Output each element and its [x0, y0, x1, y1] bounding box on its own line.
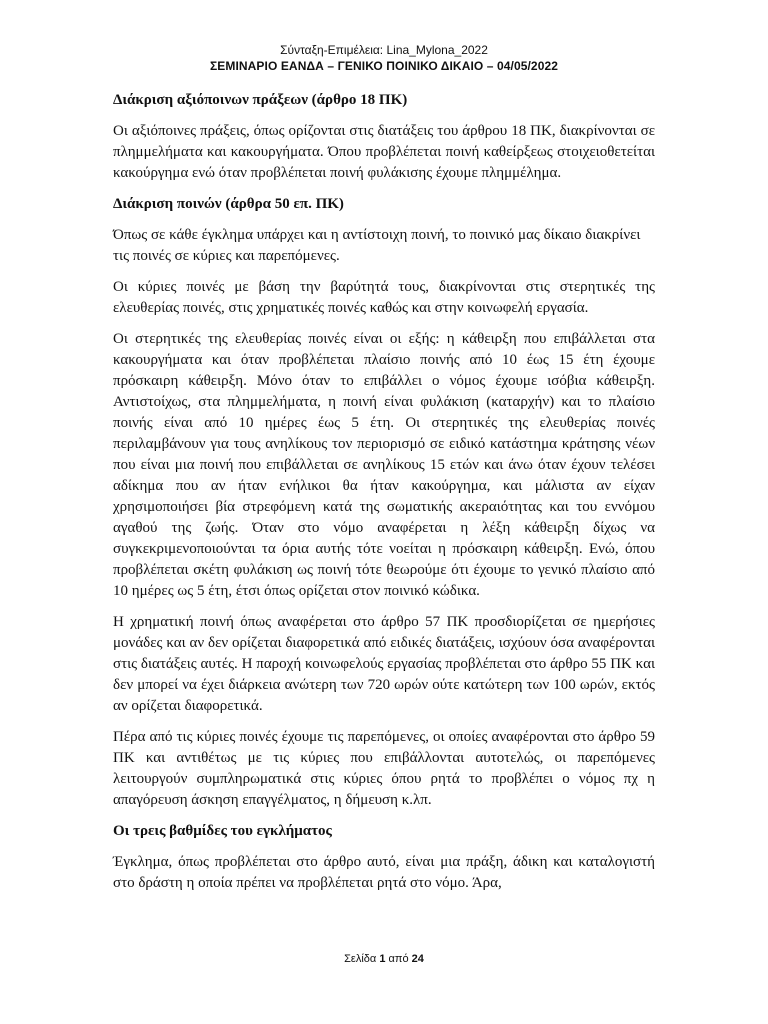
paragraph-main-penalties: Οι κύριες ποινές με βάση την βαρύτητά τους, διακρίνονται στις στερητικές της ελευθερίας ποινές, στις χρηματικές ποινές καθώς και στην κοινωφελή εργασία. — [113, 279, 655, 316]
footer-of-label: από — [388, 953, 409, 965]
document-body — [113, 90, 655, 894]
paragraph-penalties-intro: Όπως σε κάθε έγκλημα υπάρχει και η αντίστοιχη ποινή, το ποινικό μας δίκαιο διακρίνει τις ποινές σε κύριες και παρεπόμενες. — [113, 227, 641, 264]
page-header — [113, 42, 655, 74]
header-author: Σύνταξη-Επιμέλεια: Lina_Mylona_2022 — [280, 43, 488, 57]
footer-page-total: 24 — [411, 953, 424, 965]
paragraph-accessory-penalties: Πέρα από τις κύριες ποινές έχουμε τις παρεπόμενες, οι οποίες αναφέρονται στο άρθρο 59 ΠΚ και αντιθέτως με τις κύριες που επιβάλλονται αυτοτελώς, οι παρεπόμενες λειτουργούν συμπληρωματικά στις κύριες όπου ρητά το προβλέπει ο νόμος πχ η απαγόρευση άσκηση επαγγέλματος, η δήμευση κ.λπ. — [113, 729, 655, 808]
section-heading-penalties: Διάκριση ποινών (άρθρα 50 επ. ΠΚ) — [113, 196, 344, 212]
header-title: ΣΕΜΙΝΑΡΙΟ ΕΑΝΔΑ – ΓΕΝΙΚΟ ΠΟΙΝΙΚΟ ΔΙΚΑΙΟ – 04/05/2022 — [209, 59, 559, 73]
page-footer — [0, 952, 768, 966]
footer-page-number: 1 — [379, 953, 386, 965]
paragraph-crime-definition: Έγκλημα, όπως προβλέπεται στο άρθρο αυτό, είναι μια πράξη, άδικη και καταλογιστή στο δράστη η οποία πρέπει να προβλέπεται ρητά στο νόμο. Άρα, — [113, 854, 655, 891]
paragraph-offences: Οι αξιόποινες πράξεις, όπως ορίζονται στις διατάξεις του άρθρου 18 ΠΚ, διακρίνονται σε πλημμελήματα και κακουργήματα. Όπου προβλέπεται ποινή καθείρξεως στοιχειοθετείται κακούργημα ενώ όταν προβλέπεται ποινή φυλάκισης έχουμε πλημμέλημα. — [113, 123, 655, 181]
paragraph-fine-community-service: Η χρηματική ποινή όπως αναφέρεται στο άρθρο 57 ΠΚ προσδιορίζεται σε ημερήσιες μονάδες και αν δεν ορίζεται διαφορετικά από ειδικές διατάξεις, ισχύουν όσα αναφέρονται στις διατάξεις αυτές. Η παροχή κοινωφελούς εργασίας προβλέπεται στο άρθρο 55 ΠΚ και δεν μπορεί να έχει διάρκεια ανώτερη των 720 ωρών ούτε κατώτερη των 100 ωρών, εκτός αν ορίζεται διαφορετικά. — [113, 614, 655, 714]
section-heading-offences: Διάκριση αξιόποινων πράξεων (άρθρο 18 ΠΚ) — [113, 92, 408, 108]
section-heading-crime-levels: Οι τρεις βαθμίδες του εγκλήματος — [113, 823, 332, 839]
paragraph-custodial-penalties: Οι στερητικές της ελευθερίας ποινές είναι οι εξής: η κάθειρξη που επιβάλλεται στα κακουργήματα και όταν προβλέπεται πλαίσιο ποινής από 10 έως 15 έτη έχουμε πρόσκαιρη κάθειρξη. Μόνο όταν το επιβάλλει ο νόμος έχουμε ισόβια κάθειρξη. Αντιστοίχως, στα πλημμελήματα, η ποινή είναι φυλάκιση (καταρχήν) και το πλαίσιο ποινής είναι από 10 ημέρες έως 5 έτη. Οι στερητικές της ελευθερίας ποινές περιλαμβάνουν για τους ανηλίκους τον περιορισμό σε ειδικό κατάστημα κράτησης νέων που είναι μια ποινή που επιβάλλεται σε ανηλίκους 15 ετών και άνω όταν έχουν τελέσει αδίκημα που αν ήταν ενήλικοι θα ήταν κακούργημα, και μάλιστα αν είχαν χρησιμοποιήσει βία στρεφόμενη κατά της σωματικής ακεραιότητας και του εννόμου αγαθού της ζωής. Όταν στο νόμο αναφέρεται η λέξη κάθειρξη δίχως να συγκεκριμενοποιούνται τα όρια αυτής τότε νοείται η πρόσκαιρη κάθειρξη. Ενώ, όπου προβλέπεται σκέτη φυλάκιση ως ποινή τότε θεωρούμε ότι έχουμε το γενικό πλαίσιο από 10 ημέρες ως 5 έτη, έτσι όπως ορίζεται στον ποινικό κώδικα. — [113, 331, 655, 599]
footer-page-label: Σελίδα — [344, 953, 377, 965]
